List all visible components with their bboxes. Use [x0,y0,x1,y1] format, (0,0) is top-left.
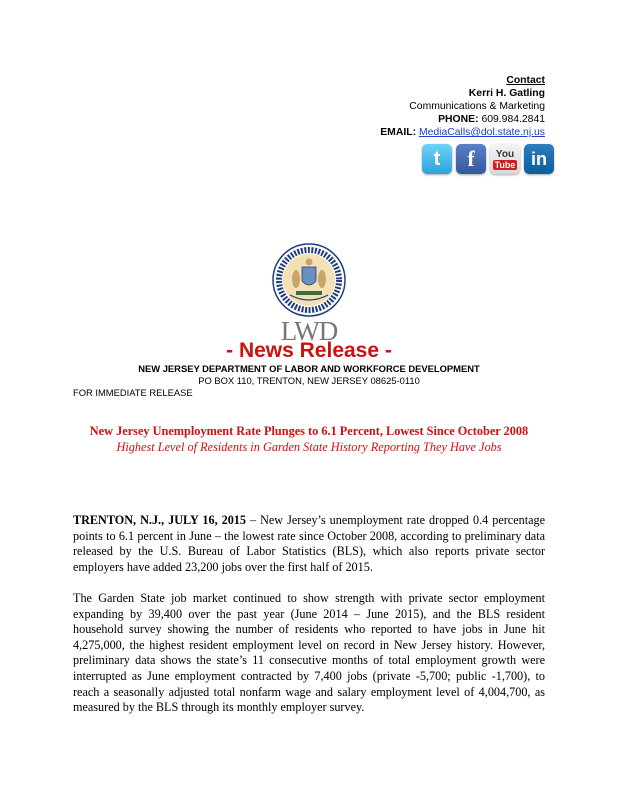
contact-title: Communications & Marketing [409,101,545,112]
phone-number: 609.984.2841 [481,114,545,125]
linkedin-icon[interactable]: in [524,144,554,174]
youtube-icon-bottom: Tube [494,159,516,170]
contact-email-line [380,126,545,139]
headline: New Jersey Unemployment Rate Plunges to 6.1 Percent, Lowest Since October 2008 [89,424,529,438]
release-status: FOR IMMEDIATE RELEASE [73,387,193,398]
lwd-logo: LWD [280,316,338,346]
email-label: EMAIL: [380,127,417,138]
youtube-icon-top: You [495,148,515,160]
contact-phone-line [380,113,545,126]
contact-name: Kerri H. Gatling [468,88,545,99]
body-paragraph-1 [73,513,545,575]
contact-heading: Contact [506,75,545,86]
paragraph-1-text: – New Jersey’s unemployment rate dropped 0.4 percentage points to 6.1 percent in June – the lowest rate since October 2008, according to preliminary data released by the U.S. Bureau of Labor Statistics (BLS), which also reports private sector employers have added 23,200 jobs over the first half of 2015. [73,513,546,574]
department-name: NEW JERSEY DEPARTMENT OF LABOR AND WORKFORCE DEVELOPMENT [138,363,480,374]
social-icons [422,144,554,174]
subheadline: Highest Level of Residents in Garden State History Reporting They Have Jobs [116,440,502,454]
twitter-icon[interactable]: t [422,144,452,174]
department-address: PO BOX 110, TRENTON, NEW JERSEY 08625-0110 [198,375,420,386]
contact-block [380,74,545,139]
email-link[interactable]: MediaCalls@dol.state.nj.us [418,127,545,138]
phone-label: PHONE: [438,114,479,125]
dateline: TRENTON, N.J., JULY 16, 2015 [73,513,246,527]
state-seal-icon [272,243,346,317]
body-paragraph-2: The Garden State job market continued to show strength with private sector employment expanding by 39,400 over the past year (June 2014 – June 2015), and the BLS resident household survey showing the number of residents who reported to have jobs in June hit 4,275,000, the highest resident employment level on record in New Jersey history. However, preliminary data shows the state’s 11 consecutive months of total employment growth were interrupted as June employment contracted by 7,400 jobs (private -5,700; public -1,700), to reach a seasonally adjusted total nonfarm wage and salary employment level of 4,004,700, as measured by the BLS through its monthly employer survey. [73,591,545,715]
news-release-title: - News Release - [226,339,392,362]
youtube-icon[interactable] [490,144,520,174]
facebook-icon[interactable]: f [456,144,486,174]
